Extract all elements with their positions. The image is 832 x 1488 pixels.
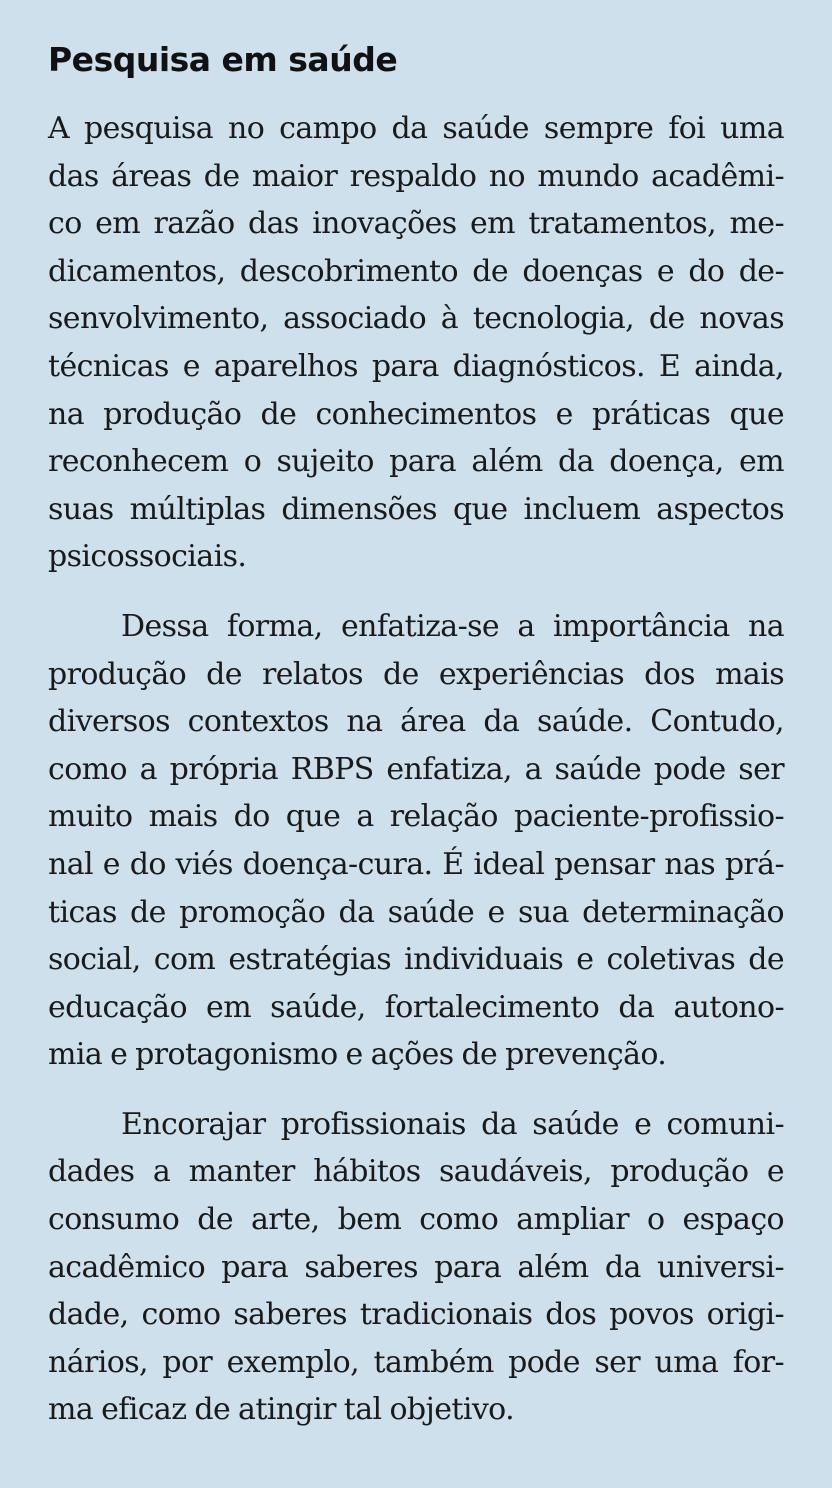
- text-line: consumo de arte, bem como ampliar o espaço: [48, 1202, 784, 1238]
- text-line: técnicas e aparelhos para diagnósticos. E ainda,: [48, 348, 784, 384]
- text-line: dades a manter hábitos saudáveis, produção e: [48, 1154, 784, 1190]
- text-line: senvolvimento, associado à tecnologia, de novas: [48, 301, 784, 337]
- text-line: suas múltiplas dimensões que incluem aspectos: [48, 491, 784, 527]
- text-line: educação em saúde, fortalecimento da autono-: [48, 989, 784, 1025]
- text-line: na produção de conhecimentos e práticas que: [48, 396, 784, 432]
- text-line: ticas de promoção da saúde e sua determinação: [48, 894, 784, 930]
- section-title: Pesquisa em saúde: [48, 40, 398, 79]
- text-line: A pesquisa no campo da saúde sempre foi uma: [48, 111, 784, 146]
- text-line: nal e do viés doença-cura. É ideal pensar nas prá-: [48, 846, 784, 882]
- text-line: das áreas de maior respaldo no mundo acadêmi-: [48, 158, 784, 194]
- paragraph: [48, 105, 784, 581]
- text-line: Dessa forma, enfatiza-se a importância na: [121, 608, 784, 644]
- text-line: produção de relatos de experiências dos mais: [48, 656, 784, 692]
- text-line: co em razão das inovações em tratamentos, me-: [48, 206, 784, 242]
- paragraph: [48, 603, 784, 1079]
- text-line: mia e protagonismo e ações de prevenção.: [48, 1037, 667, 1073]
- text-line: dicamentos, descobrimento de doenças e do de-: [48, 253, 784, 289]
- text-line: social, com estratégias individuais e coletivas de: [48, 942, 784, 978]
- text-line: acadêmico para saberes para além da universi-: [48, 1249, 784, 1285]
- text-line: psicossociais.: [48, 539, 247, 575]
- paragraph: [48, 1101, 784, 1434]
- text-line: ma eficaz de atingir tal objetivo.: [48, 1392, 515, 1428]
- text-line: nários, por exemplo, também pode ser uma for-: [48, 1344, 784, 1380]
- text-line: dade, como saberes tradicionais dos povos origi-: [48, 1297, 784, 1333]
- text-line: Encorajar profissionais da saúde e comuni-: [121, 1106, 784, 1142]
- article-body: [48, 105, 784, 1456]
- text-line: como a própria RBPS enfatiza, a saúde pode ser: [48, 751, 784, 787]
- text-line: diversos contextos na área da saúde. Contudo,: [48, 704, 784, 740]
- text-line: muito mais do que a relação paciente-profissio-: [48, 799, 784, 835]
- text-line: reconhecem o sujeito para além da doença, em: [48, 444, 784, 480]
